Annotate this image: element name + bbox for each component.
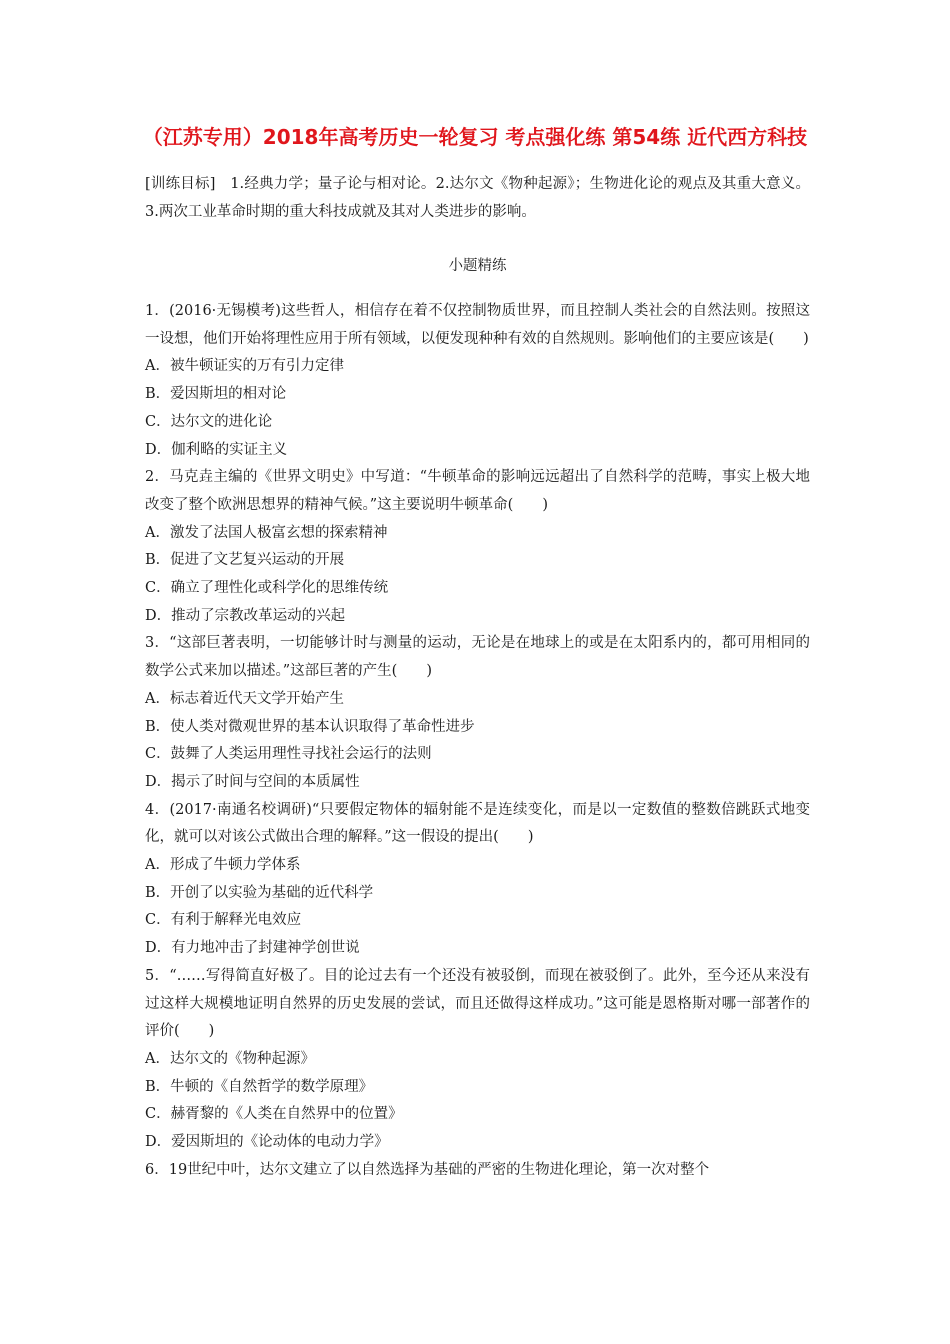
question-stem: 4．(2017·南通名校调研)“只要假定物体的辐射能不是连续变化，而是以一定数值的整数倍跳跃式地变化，就可以对该公式做出合理的解释。”这一假设的提出( ) (145, 801, 810, 846)
option-b: B．促进了文艺复兴运动的开展 (145, 552, 345, 569)
question-3 (145, 630, 810, 796)
option-c: C．有利于解释光电效应 (145, 912, 302, 929)
option-c: C．达尔文的进化论 (145, 413, 273, 430)
question-5 (145, 963, 810, 1157)
option-c: C．确立了理性化或科学化的思维传统 (145, 580, 389, 597)
document-title: （江苏专用）2018年高考历史一轮复习 考点强化练 第54练 近代西方科技 (142, 125, 808, 149)
option-b: B．爱因斯坦的相对论 (145, 386, 287, 403)
option-a: A．达尔文的《物种起源》 (145, 1050, 315, 1067)
option-a: A．形成了牛顿力学体系 (145, 857, 301, 874)
option-a: A．被牛顿证实的万有引力定律 (145, 358, 344, 375)
question-1 (145, 298, 810, 464)
question-4 (145, 797, 810, 963)
question-stem: 6．19世纪中叶，达尔文建立了以自然选择为基础的严密的生物进化理论，第一次对整个 (145, 1161, 710, 1178)
option-b: B．开创了以实验为基础的近代科学 (145, 884, 374, 901)
question-stem: 2．马克垚主编的《世界文明史》中写道：“牛顿革命的影响远远超出了自然科学的范畴，事实上极大地改变了整个欧洲思想界的精神气候。”这主要说明牛顿革命( ) (145, 469, 810, 513)
question-stem: 1．(2016·无锡模考)这些哲人，相信存在着不仅控制物质世界，而且控制人类社会的自然法则。按照这一设想，他们开始将理性应用于所有领域，以便发现种种有效的自然规则。影响他们的主要应该是( ) (145, 303, 810, 347)
question-list (145, 298, 810, 1185)
option-d: D．爱因斯坦的《论动体的电动力学》 (145, 1134, 389, 1151)
question-6 (145, 1157, 810, 1185)
option-d: D．揭示了时间与空间的本质属性 (145, 773, 360, 790)
question-2 (145, 464, 810, 630)
option-a: A．标志着近代天文学开始产生 (145, 690, 344, 707)
option-b: B．牛顿的《自然哲学的数学原理》 (145, 1078, 374, 1095)
option-a: A．激发了法国人极富玄想的探索精神 (145, 524, 388, 541)
question-stem: 5．“……写得简直好极了。目的论过去有一个还没有被驳倒，而现在被驳倒了。此外，至今还从来没有过这样大规模地证明自然界的历史发展的尝试，而且还做得这样成功。”这可能是恩格斯对哪一部著作的评价( ) (145, 967, 810, 1040)
option-d: D．推动了宗教改革运动的兴起 (145, 607, 346, 624)
option-b: B．使人类对微观世界的基本认识取得了革命性进步 (145, 718, 475, 735)
option-d: D．伽利略的实证主义 (145, 441, 288, 458)
section-heading: 小题精练 (448, 258, 507, 274)
option-d: D．有力地冲击了封建神学创世说 (145, 940, 360, 957)
option-c: C．鼓舞了人类运用理性寻找社会运行的法则 (145, 746, 432, 763)
question-stem: 3．“这部巨著表明，一切能够计时与测量的运动，无论是在地球上的或是在太阳系内的，都可用相同的数学公式来加以描述。”这部巨著的产生( ) (145, 635, 810, 680)
option-c: C．赫胥黎的《人类在自然界中的位置》 (145, 1106, 403, 1123)
training-objectives: [训练目标] 1.经典力学；量子论与相对论。2.达尔文《物种起源》；生物进化论的观点及其重大意义。3.两次工业革命时期的重大科技成就及其对人类进步的影响。 (145, 176, 810, 220)
